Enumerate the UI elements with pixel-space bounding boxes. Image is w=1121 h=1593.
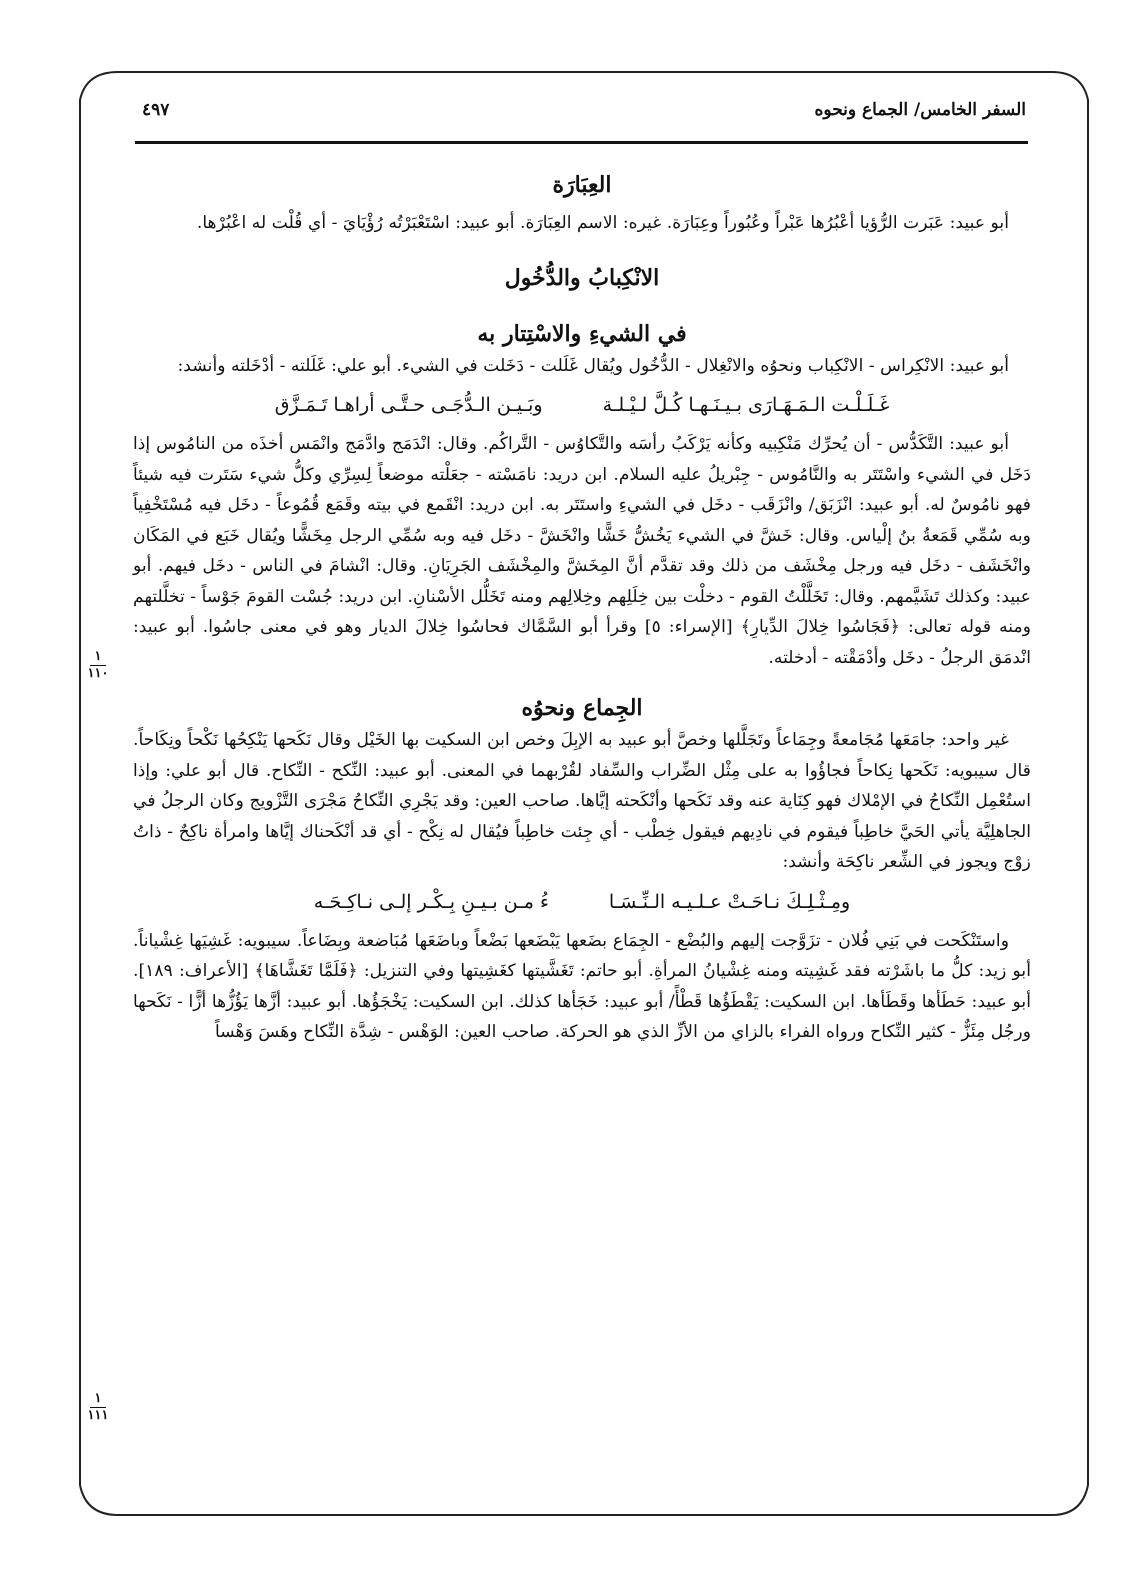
paragraph: غير واحد: جامَعَها مُجَامعةً وجِمَاعاً وتَجَلَّلها وخصَّ أبو عبيد به الإبِلَ وخص ابن السكيت بها الخَيْل وقال نَكَحها يَنْكِحُها نَكْحاً ونِكَاحاً. قال سيبويه: نَكَحها نِكاحاً فجاؤُوا به على مِثْل الضِّراب والسِّفاد لقُرْبهما في المعنى. أبو عبيد: النِّكح - النِّكاح. قال أبو علي: وإذا استُعْمِل النِّكاحُ في الإمْلاك فهو كِنَاية عنه وقد نَكَحها وأنْكَحته إيَّاها. صاحب العين: وقد يَجْرِي النِّكاحُ مَجْرَى التَّزْويج وكان الرجلُ في الجاهلِيَّة يأتي الحَيَّ خاطِباً فيقوم في نادِيهم فيقول خِطْب - أي جِئت خاطِباً فيُقال له نِكْح - أي قد أنْكَحناك إيَّاها وامرأة ناكِحٌ - ذاتُ زوْج ويجوز في الشِّعر ناكِحَة وأنشد:: [133, 730, 1031, 872]
header-rule: [135, 141, 1028, 144]
verse-first-hemistich: غَـلَـلْـت الـمَـهَـارَى بـيـنَـهـا كُـلَّ لـيْـلـة: [602, 394, 890, 416]
page-number: ٤٩٧: [142, 100, 170, 120]
verse-second-hemistich: ءُ مـن بـيـنِ بِـكْـر إلـى نـاكِـحَـه: [313, 890, 549, 913]
margin-note-denominator: ١١١: [87, 1408, 109, 1423]
margin-note-denominator: ١١٠: [87, 666, 109, 681]
verse-second-hemistich: وبَـيـن الـدُّجَـى حـتَّـى أراهـا تَـمَـزَّق: [274, 394, 543, 416]
paragraph: أبو عبيد: الانْكِراس - الانْكِباب ونحوُه والانْغِلال - الدُّخُول ويُقال غَلَلت - دَخَلت في الشيء. أبو علي: غَلَلته - أدْخَلته وأنشد:: [177, 355, 1009, 376]
page-body: [133, 152, 1031, 1048]
verse-first-hemistich: ومِـثْـلِـكَ نـاحَـتْ عـلـيـه الـنِّـسَـا: [608, 890, 851, 913]
margin-note-numerator: ١: [94, 1391, 102, 1406]
poetry-verse: [133, 389, 1031, 421]
margin-note-numerator: ١: [94, 649, 102, 664]
section-title: الجِماع ونحوُه: [521, 695, 643, 721]
running-head: السفر الخامس/ الجماع ونحوه: [814, 100, 1026, 120]
section-subtitle: في الشيءِ والاسْتِتار به: [477, 320, 687, 347]
paragraph: واستَنْكَحت في بَنِي فُلان - تزَوَّجت إليهم والبُضْع - الجِمَاع بضَعها يَبْضَعها بَضْعاً وباضَعَها مُبَاضعة وبِضَاعاً. سيبويه: غَشِيَها غِشْياناً. أبو زيد: كلُّ ما باشَرْته فقد غَشِيته ومنه غِشْيانُ المرأةِ. أبو حاتم: تَغَشَّيتها كغَشِيتها وفي التنزيل: ﴿فَلَمَّا تَغَشَّاهَا﴾ [الأعراف: ١٨٩]. أبو عبيد: حَطَأها وقَطَأها. ابن السكيت: يَقْطَؤُها قَطْأً/ أبو عبيد: خَجَأها كذلك. ابن السكيت: يَخْجَؤُها. أبو عبيد: أزَّها يَؤُزُّها أزًّا - نَكَحها ورجُل مِئَزٌّ - كثير النِّكاح ورواه الفراء بالزاي من الأزِّ الذي هو الحركة. صاحب العين: الوَهْس - شِدَّة النِّكاح وهَسَ وَهْساً: [133, 930, 1031, 1042]
paragraph: أبو عبيد: عَبَرت الرُّؤيا أعْبُرُها عَبْراً وعُبُوراً وعِبَارَة. غيره: الاسم العِبَارَة. أبو عبيد: اسْتَعْبَرْتُه رُؤْيَايَ - أي قُلْت له اعْبُرْها.: [196, 213, 1009, 233]
paragraph: أبو عبيد: التَّكَدُّس - أن يُحرِّك مَنْكِبيه وكأنه يَرْكَبُ رأسَه والتَّكاوُس - التَّراكُم. وقال: انْدَمَج وادَّمَج وانْمَس أخذَه من النامُوس إذا دَخَل في الشيء واسْتَتَر به والنَّامُوس - جِبْريلُ عليه السلام. ابن دريد: نامَسْته - جعَلْته موضعاً لِسِرِّي وكلُّ شيء سَتَرت فيه شيئاً فهو نامُوسٌ له. أبو عبيد: انْزَبَق/ وانْزَقَب - دخَل في الشيءِ واستَتَر به. ابن دريد: انْقَمع في بيته وقَمَع قُمُوعاً - دخَل فيه مُسْتَخْفِياً وبه سُمِّي قَمَعةُ بنُ إلْياس. وقال: خَشَّ في الشيء يَخُشُّ خَشًّا وانْخَشَّ - دخَل فيه وبه سُمِّي الرجل مِخَشًّا ويُقال خَبَع في المَكَان وانْخَشَف - دخَل فيه ورجل مِخْشَف من ذلك وقد تقدَّم أنَّ المِخَشَّ والمِخْشَف الجَرِيَانِ. وقال: انْشامَ في الناس - دخَل فيهم. أبو عبيد: وكذلك تَشَيَّمهم. وقال: تَخَلَّلْتُ القوم - دخلْت بين خِلَلِهم وخِلالِهم ومنه تَخَلُّل الأسْنانِ. ابن دريد: جُسْت القومَ جَوْساً - تخلَّلتهم ومنه قوله تعالى: ﴿فَجَاسُوا خِلالَ الدِّيارِ﴾ [الإسراء: ٥] وقرأ أبو السَّمَّاك فحاسُوا خِلالَ الديار وهو في معنى جاسُوا. أبو عبيد: انْدمَق الرجلُ - دخَل وأدْمَقْته - أدخلته.: [133, 434, 1031, 668]
margin-folio-note: [78, 650, 118, 681]
poetry-verse: [133, 886, 1031, 918]
section-title: الانْكِبابُ والدُّخُول: [504, 264, 660, 291]
page-header: [108, 96, 1028, 130]
margin-folio-note: [78, 1392, 118, 1423]
section-title: العِبَارَة: [552, 172, 612, 198]
